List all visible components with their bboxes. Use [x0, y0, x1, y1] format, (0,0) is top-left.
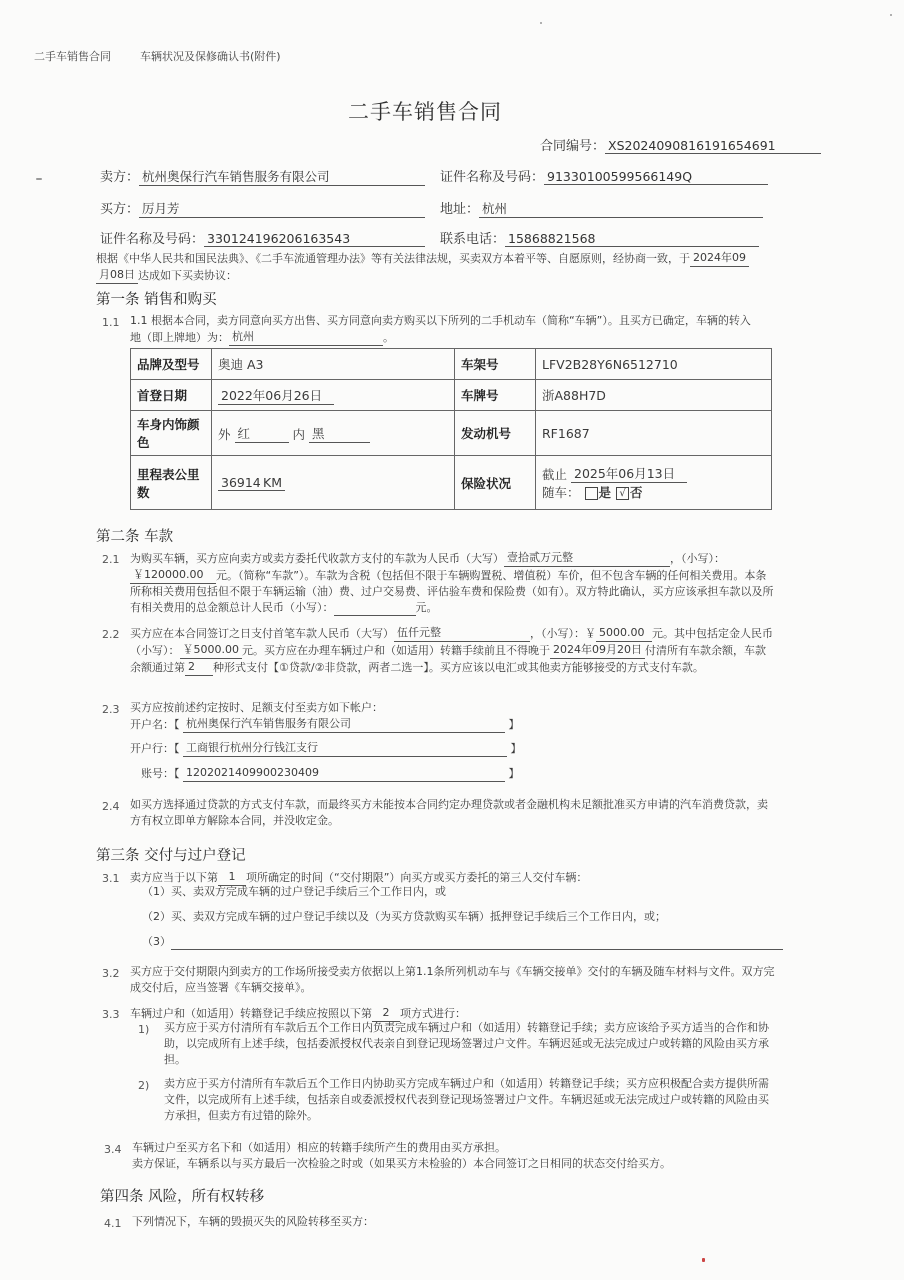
transfer-place: 杭州 — [229, 329, 383, 346]
contract-no-label: 合同编号： — [540, 139, 606, 154]
sub-clause-1: 买方应于买方付清所有车款后五个工作日内负责完成车辆过户和（如适用）转籍登记手续；卖方应该给予买方适当的合作和协助，以完成所有上述手续，包括委派授权代表亲自到登记现场签署过户文件。车辆迟延或无法完成过户或转籍的风险由买方承担。 — [164, 1021, 769, 1066]
account-name-label: 开户名：【 — [130, 718, 180, 731]
clause-number: 3.4 — [104, 1143, 122, 1156]
preamble-date: 2024年09 — [690, 250, 749, 267]
total-amount-blank — [334, 601, 416, 616]
insurance-label: 保险状况 — [455, 456, 536, 510]
deposit-amount: ￥5000.00 — [180, 642, 243, 659]
plate-value: 浙A88H7D — [536, 380, 772, 411]
clause-2-2-e: 付清所有车款余额，车款余额通过第 — [130, 644, 766, 674]
clause-1-1-text: 1.1 根据本合同，卖方同意向买方出售、买方同意向卖方购买以下所列的二手机动车（简称“车辆”）。且买方已确定，车辆的转入 — [130, 314, 751, 327]
article-4-heading: 第四条 风险，所有权转移 — [100, 1189, 265, 1205]
clause-number: 4.1 — [104, 1217, 122, 1230]
seller-id-row — [440, 166, 768, 185]
option-2: （2）买、卖双方完成车辆的过户登记手续以及（为买方贷款购买车辆）抵押登记手续后三个工作日内，或； — [142, 910, 666, 923]
clause-2-2-c: 元。其中包括定金人民币（小写）： — [130, 627, 773, 657]
clause-number: 1.1 — [102, 316, 120, 329]
clause-1-1 — [130, 313, 780, 346]
vehicle-table — [130, 348, 772, 510]
vin-label: 车架号 — [455, 349, 536, 380]
clause-number: 2.3 — [102, 703, 120, 716]
payment-way: 2 — [185, 659, 213, 676]
bracket: 】 — [508, 718, 520, 731]
sub-number: 2) — [138, 1079, 150, 1092]
payment-deadline: 2024年09月20日 — [550, 642, 645, 659]
table-row — [131, 456, 772, 510]
transfer-place-end: 。 — [383, 331, 394, 344]
engine-value: RF1687 — [536, 411, 772, 456]
buyer-name: 厉月芳 — [139, 199, 425, 218]
clause-2-1-a: 为购买车辆，买方应向卖方或卖方委托代收款方支付的车款为人民币（大写） — [130, 552, 504, 565]
account-number: 1202021409900230409 — [183, 765, 505, 782]
clause-3-1-a: 卖方应当于以下第 — [130, 871, 218, 884]
clause-number: 2.2 — [102, 628, 120, 641]
clause-2-3: 买方应按前述约定按时、足额支付至卖方如下帐户： — [130, 701, 383, 714]
sub-number: 1) — [138, 1023, 150, 1036]
buyer-id-row — [100, 228, 425, 247]
engine-label: 发动机号 — [455, 411, 536, 456]
clause-3-4-b: 卖方保证，车辆系以与买方最后一次检验之时或（如果买方未检验的）本合同签订之日相同的状态交付给买方。 — [132, 1157, 671, 1170]
address: 杭州 — [479, 199, 763, 218]
article-3-heading: 第三条 交付与过户登记 — [96, 848, 246, 864]
clause-number: 3.3 — [102, 1008, 120, 1021]
insurance-date: 2025年06月13日 — [571, 464, 687, 483]
page-title: 二手车销售合同 — [348, 100, 502, 124]
exterior-prefix: 外 — [218, 426, 231, 442]
clause-2-2 — [130, 625, 776, 676]
mileage: 36914 — [218, 475, 260, 491]
address-label: 地址： — [440, 202, 480, 217]
option-3-blank — [171, 935, 783, 950]
bracket: 】 — [510, 742, 522, 755]
no-label: 否 — [630, 485, 643, 500]
account-no-row — [141, 765, 520, 782]
color-value — [212, 411, 455, 456]
vin-value: LFV2B28Y6N6512710 — [536, 349, 772, 380]
article-2-heading: 第二条 车款 — [96, 529, 174, 545]
clause-number: 3.1 — [102, 872, 120, 885]
phone-row — [440, 228, 759, 247]
brand-label: 品牌及型号 — [131, 349, 212, 380]
account-bank-label: 开户行：【 — [130, 742, 180, 755]
first-payment-amount: 5000.00 — [596, 625, 652, 642]
reg-date: 2022年06月26日 — [218, 386, 334, 405]
preamble-tail: 达成如下买卖协议： — [138, 269, 237, 282]
clause-number: 2.1 — [102, 553, 120, 566]
seller-id: 91330100599566149Q — [544, 169, 768, 185]
buyer-row — [100, 198, 425, 218]
account-bank: 工商银行杭州分行钱江支行 — [183, 740, 507, 757]
delivery-option: 1 — [218, 869, 246, 886]
clause-number: 3.2 — [102, 967, 120, 980]
option-3 — [142, 934, 783, 950]
seller-row — [100, 166, 425, 186]
clause-2-1-b: ，（小写）： — [670, 552, 725, 565]
clause-2-2-a: 买方应在本合同签订之日支付首笔车款人民币（大写） — [130, 627, 394, 640]
mileage-value — [212, 456, 455, 510]
clause-3-1-b: 项所确定的时间（“交付期限”）向买方或买方委托的第三人交付车辆： — [246, 871, 588, 884]
header-right: 车辆状况及保修确认书(附件) — [140, 50, 281, 63]
buyer-label: 买方： — [100, 202, 140, 217]
account-no-label: 账号：【 — [141, 767, 180, 780]
bracket: 】 — [508, 767, 520, 780]
phone-label: 联系电话： — [440, 232, 506, 247]
clause-2-2-d: 元。买方应在办理车辆过户和（如适用）转籍手续前且不得晚于 — [242, 644, 550, 657]
clause-2-1-d: 元。 — [415, 601, 438, 614]
clause-3-3-b: 项方式进行： — [400, 1007, 466, 1020]
mileage-unit: KM — [260, 475, 285, 491]
brand-value: 奥迪 A3 — [212, 349, 455, 380]
clause-2-2-f: 种形式支付【①贷款/②非贷款，两者二选一】。买方应该以电汇或其他卖方能够接受的方式支付车款。 — [213, 661, 704, 674]
price-amount: ￥120000.00 — [130, 567, 216, 584]
interior-color: 黑 — [309, 424, 370, 443]
mileage-label: 里程表公里数 — [131, 456, 212, 510]
account-bank-row — [130, 740, 522, 757]
transfer-option: 2 — [372, 1005, 400, 1022]
insurance-follow: 随车： — [542, 485, 580, 500]
contract-no-value: XS20240908161916546​91 — [605, 138, 821, 154]
plate-label: 车牌号 — [455, 380, 536, 411]
buyer-id: 330124196206163543 — [204, 231, 425, 247]
clause-2-2-b: ，（小写）：￥ — [530, 627, 596, 640]
interior-prefix: 内 — [292, 426, 305, 442]
price-chinese: 壹拾贰万元整 — [504, 550, 670, 567]
clause-2-1 — [130, 550, 776, 616]
preamble-text: 根据《中华人民共和国民法典》、《二手车流通管理办法》等有关法律法规，买卖双方本着平等、自愿原则，经协商一致，于 — [96, 252, 690, 265]
insurance-value — [536, 456, 772, 510]
option-1: （1）买、卖双方完成车辆的过户登记手续后三个工作日内，或 — [142, 885, 446, 898]
clause-3-3-a: 车辆过户和（如适用）转籍登记手续应按照以下第 — [130, 1007, 372, 1020]
clause-1-1-text2: 地（即上牌地）为： — [130, 331, 229, 344]
table-row — [131, 349, 772, 380]
clause-3-2: 买方应于交付期限内到卖方的工作场所接受卖方依据以上第1.1条所列机动车与《车辆交接单》交付的车辆及随车材料与文件。双方完成交付后，应当签署《车辆交接单》。 — [130, 965, 775, 994]
clause-4-1: 下列情况下，车辆的毁损灭失的风险转移至买方： — [132, 1215, 374, 1228]
clause-3-4-a: 车辆过户至买方名下和（如适用）相应的转籍手续所产生的费用由买方承担。 — [132, 1141, 506, 1154]
preamble — [96, 250, 776, 284]
contract-no — [540, 135, 821, 154]
address-row — [440, 198, 763, 218]
option-3-label: （3） — [142, 935, 171, 948]
header-left: 二手车销售合同 — [34, 50, 111, 63]
exterior-color: 红 — [235, 424, 289, 443]
clause-2-1-c: 元。（简称“车款”）。车款为含税（包括但不限于车辆购置税、增值税）车价，但不包含车辆的任何相关费用。本条所称相关费用包括但不限于车辆运输（油）费、过户交易费、评估验车费和保险费（如有）。双方特此确认，买方应该承担车款以及所有相关费用的总金额总计人民币（小写）： — [130, 569, 774, 614]
insurance-prefix: 截止 — [542, 467, 568, 482]
account-name-row — [130, 716, 520, 733]
account-name: 杭州奥保行汽车销售服务有限公司 — [183, 716, 505, 733]
reg-value — [212, 380, 455, 411]
table-row — [131, 411, 772, 456]
checkbox-yes[interactable] — [585, 487, 598, 500]
buyer-id-label: 证件名称及号码： — [100, 232, 205, 247]
seller-id-label: 证件名称及号码： — [440, 170, 545, 185]
reg-label: 首登日期 — [131, 380, 212, 411]
seller-label: 卖方： — [100, 170, 140, 185]
clause-2-4: 如买方选择通过贷款的方式支付车款，而最终买方未能按本合同约定办理贷款或者金融机构未足额批准买方申请的汽车消费贷款，卖方有权立即单方解除本合同，并没收定金。 — [130, 798, 768, 827]
clause-number: 2.4 — [102, 800, 120, 813]
yes-label: 是 — [598, 485, 612, 500]
article-1-heading: 第一条 销售和购买 — [96, 292, 217, 308]
sub-clause-2: 卖方应于买方付清所有车款后五个工作日内协助买方完成车辆过户和（如适用）转籍登记手续；买方应积极配合卖方提供所需文件，以完成所有上述手续，包括亲自或委派授权代表到登记现场签署过户文件。车辆迟延或无法完成过户或转籍的风险由买方承担，但卖方有过错的除外。 — [164, 1077, 769, 1122]
preamble-date-end: 月08日 — [96, 267, 138, 284]
table-row — [131, 380, 772, 411]
color-label: 车身内饰颜色 — [131, 411, 212, 456]
phone: 15868821568 — [505, 231, 759, 247]
seller-name: 杭州奥保行汽车销售服务有限公司 — [139, 167, 425, 186]
first-payment-chinese: 伍仟元整 — [394, 625, 530, 642]
checkbox-no[interactable]: √ — [616, 487, 629, 500]
